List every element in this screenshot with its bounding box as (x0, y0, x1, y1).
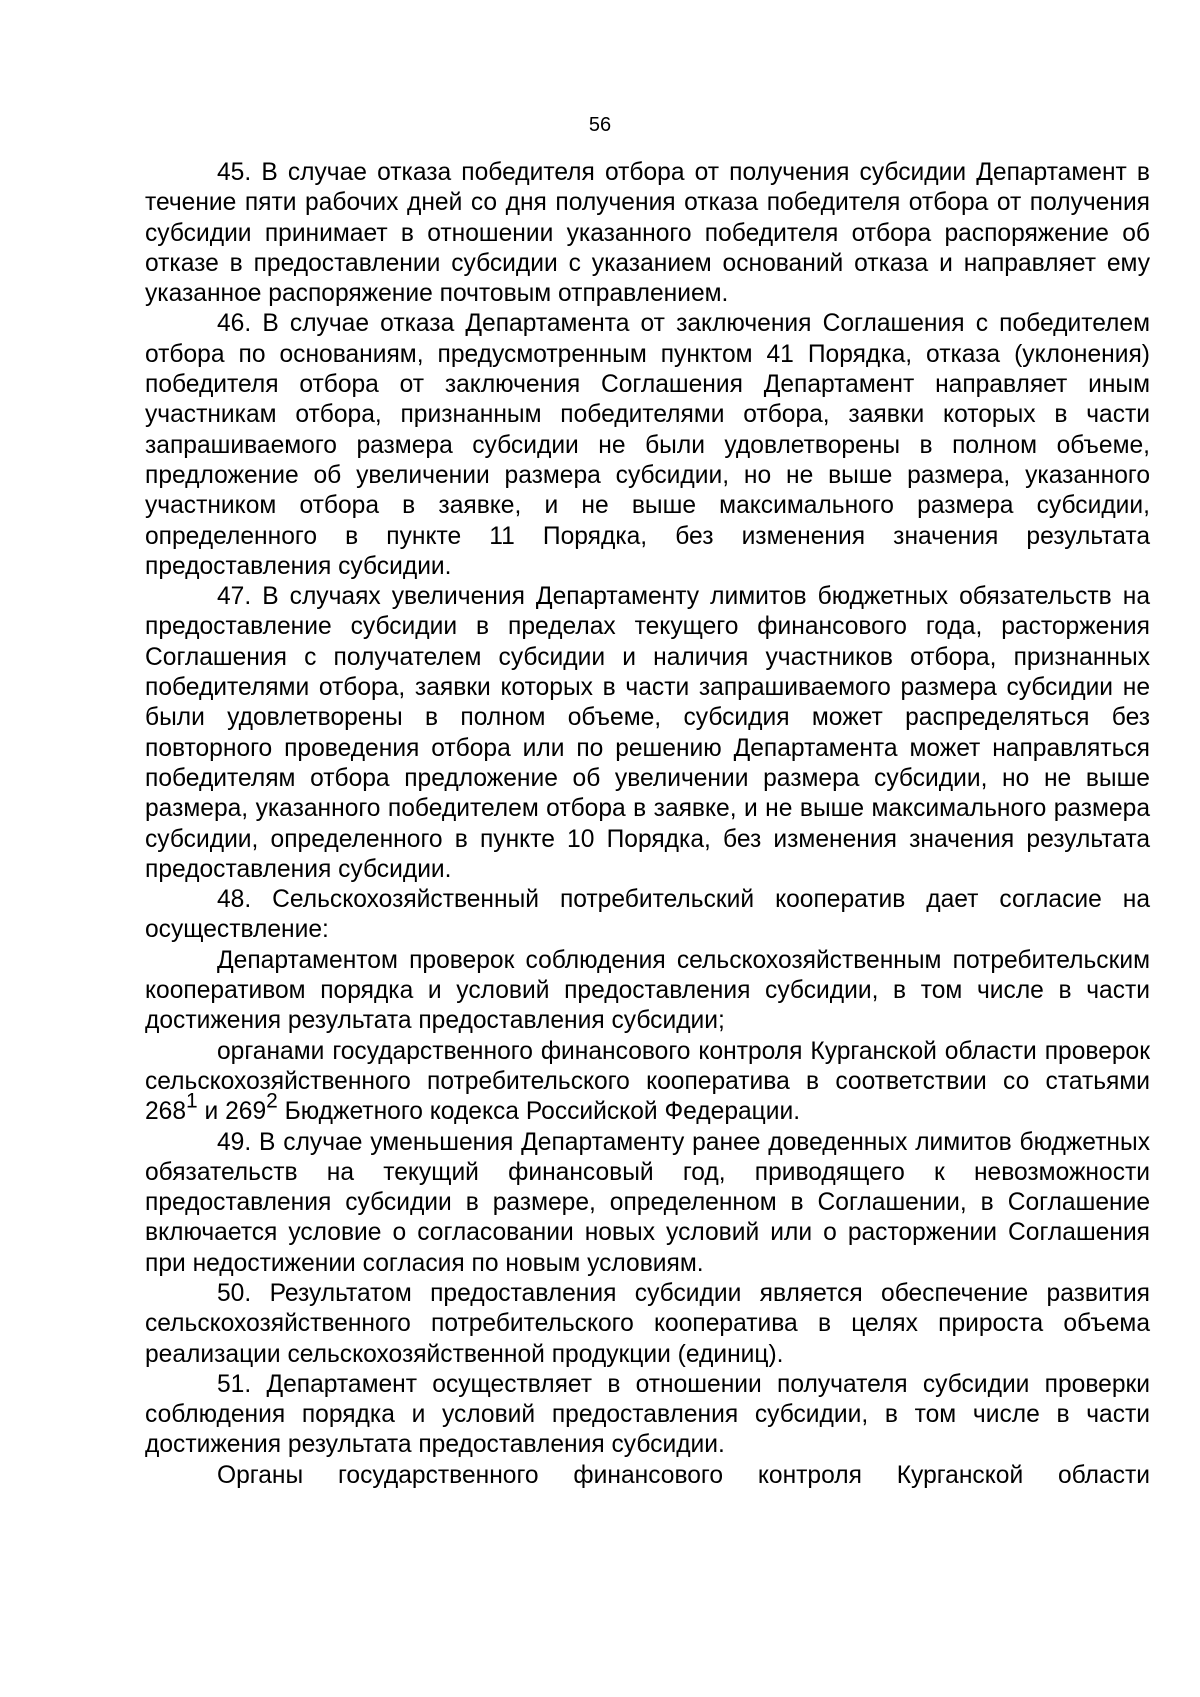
paragraph-51: 51. Департамент осуществляет в отношении получателя субсидии проверки соблюдения порядка и условий предоставления субсидии, в том числе в части достижения результата предоставления субсидии. (145, 1370, 1150, 1459)
paragraph-45: 45. В случае отказа победителя отбора от получения субсидии Департамент в течение пяти рабочих дней со дня получения отказа победителя отбора от получения субсидии принимает в отношении указанного победителя отбора распоряжение об отказе в предоставлении субсидии с указанием оснований отказа и направляет ему указанное распоряжение почтовым отправлением. (145, 159, 1150, 308)
audit-text-after: Бюджетного кодекса Российской Федерации. (277, 1098, 801, 1126)
page-number: 56 (588, 114, 612, 136)
paragraph-46: 46. В случае отказа Департамента от заключения Соглашения с победителем отбора по основаниям, предусмотренным пунктом 41 Порядка, отказа (уклонения) победителя отбора от заключения Соглашения Департамент направляет иным участникам отбора, признанным победителями отбора, заявки которых в части запрашиваемого размера субсидии не были удовлетворены в полном объеме, предложение об увеличении размера субсидии, но не выше размера, указанного участником отбора в заявке, и не выше максимального размера субсидии, определенного в пункте 11 Порядка, без изменения значения результата предоставления субсидии. (145, 310, 1150, 580)
footnote-superscript-2: 2 (266, 1089, 278, 1113)
paragraph-49: 49. В случае уменьшения Департаменту ранее доведенных лимитов бюджетных обязательств на текущий финансовый год, приводящего к невозможности предоставления субсидии в размере, определенном в Соглашении, в Соглашение включается условие о согласовании новых условий или о расторжении Соглашения при недостижении согласия по новым условиям. (145, 1128, 1150, 1277)
paragraph-48-item-department: Департаментом проверок соблюдения сельскохозяйственным потребительским кооперативом порядка и условий предоставления субсидии, в том числе в части достижения результата предоставления субсидии; (145, 946, 1150, 1035)
paragraph-48: 48. Сельскохозяйственный потребительский кооператив дает согласие на осуществление: (145, 886, 1150, 944)
paragraph-48-item-control-bodies (145, 1037, 1150, 1128)
audit-text-before: органами государственного финансового контроля Курганской области проверок сельскохозяйственного потребительского кооператива в соответствии со статьями 268 (145, 1037, 1150, 1126)
footnote-superscript-1: 1 (186, 1089, 198, 1113)
paragraph-continued: Органы государственного финансового контроля Курганской области (217, 1461, 1150, 1489)
paragraph-50: 50. Результатом предоставления субсидии является обеспечение развития сельскохозяйственного потребительского кооператива в целях прироста объема реализации сельскохозяйственной продукции (единиц). (145, 1279, 1150, 1368)
document-body (145, 158, 1150, 1491)
audit-text-middle: и 269 (197, 1098, 267, 1126)
paragraph-47: 47. В случаях увеличения Департаменту лимитов бюджетных обязательств на предоставление субсидии в пределах текущего финансового года, расторжения Соглашения с получателем субсидии и наличия участников отбора, признанных победителями отбора, заявки которых в части запрашиваемого размера субсидии не были удовлетворены в полном объеме, субсидия может распределяться без повторного проведения отбора или по решению Департамента может направляться победителям отбора предложение об увеличении размера субсидии, но не выше размера, указанного победителем отбора в заявке, и не выше максимального размера субсидии, определенного в пункте 10 Порядка, без изменения значения результата предоставления субсидии. (145, 583, 1150, 883)
